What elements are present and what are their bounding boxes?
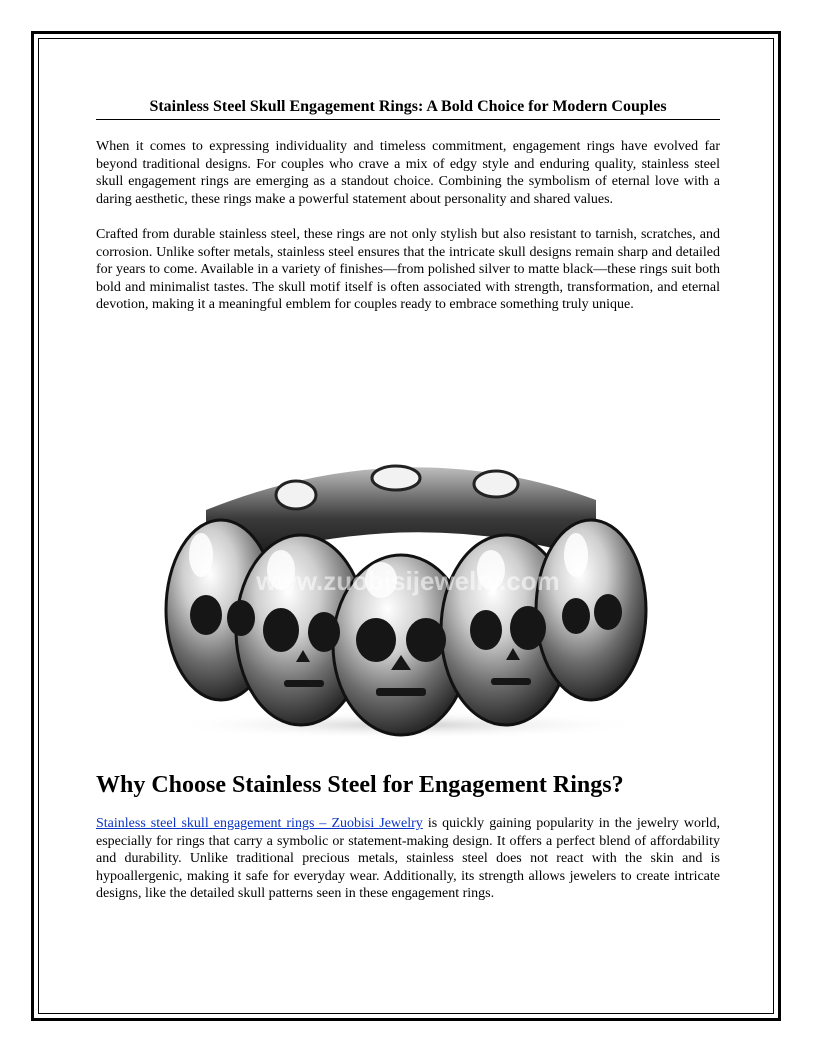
article-title: Stainless Steel Skull Engagement Rings: A Bold Choice for Modern Couples — [96, 96, 720, 120]
skull-ring-image — [96, 440, 720, 740]
intro-paragraph-1: When it comes to expressing individuality and timeless commitment, engagement rings have evolved far beyond traditional designs. For couples who crave a mix of edgy style and enduring quality, stainless steel skull engagement rings are emerging as a standout choice. Combining the symbolism of eternal love with a daring aesthetic, these rings make a powerful statement about personality and shared values. — [96, 139, 720, 207]
article-intro — [96, 96, 720, 314]
intro-paragraph-2: Crafted from durable stainless steel, these rings are not only stylish but also resistant to tarnish, scratches, and corrosion. Unlike softer metals, stainless steel ensures that the intricate skull designs remain sharp and detailed for years to come. Available in a variety of finishes—from polished silver to matte black—these rings suit both bold and minimalist tastes. The skull motif itself is often associated with strength, transformation, and eternal devotion, making it a meaningful emblem for couples ready to embrace something truly unique. — [96, 227, 720, 312]
section-paragraph — [96, 815, 720, 903]
zuobisi-jewelry-link[interactable]: Stainless steel skull engagement rings – Zuobisi Jewelry — [96, 816, 423, 831]
section-paragraph-text: is quickly gaining popularity in the jewelry world, especially for rings that carry a symbolic or statement-making design. It offers a perfect blend of affordability and durability. Unlike traditional precious metals, stainless steel does not react with the skin and is hypoallergenic, making it safe for everyday wear. Additionally, its strength allows jewelers to create intricate designs, like the detailed skull patterns seen in these engagement rings. — [96, 816, 720, 901]
image-watermark: www.zuobisijewelry.com — [256, 566, 560, 596]
section-heading: Why Choose Stainless Steel for Engagement Rings? — [96, 772, 624, 798]
